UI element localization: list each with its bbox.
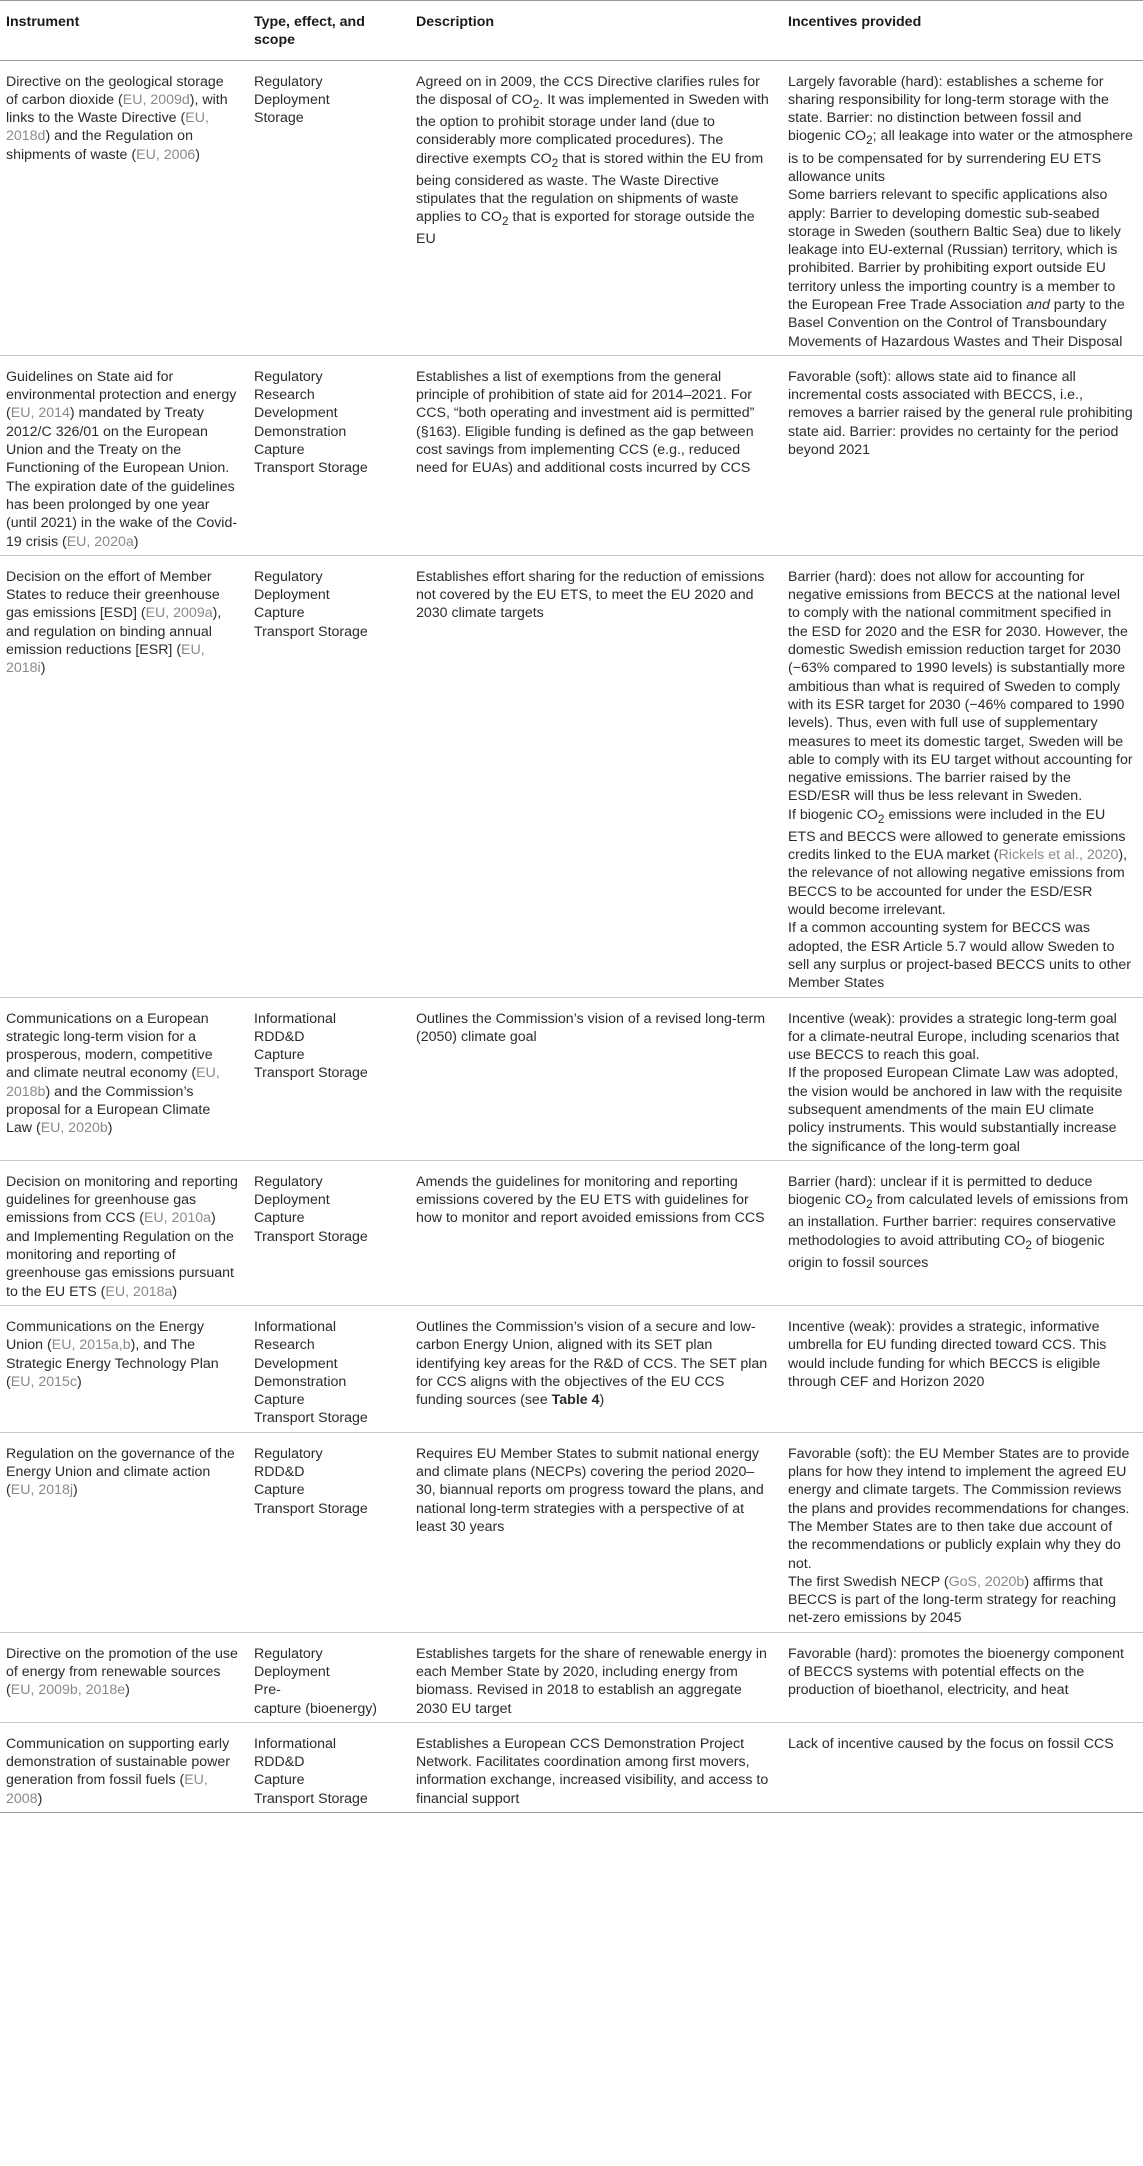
header-description: Description (410, 1, 782, 61)
scope-item: Deployment (254, 587, 330, 604)
text-run: ) (125, 1682, 130, 1699)
text-run: Establishes a European CCS Demonstration Project Network. Facilitates coordination among first movers, information exchange, increased visibility, and access to financial support (416, 1735, 769, 1807)
citation-link: EU, 2018i (6, 642, 205, 677)
scope-item: Transport Storage (254, 1065, 368, 1082)
scope-item: Capture (254, 605, 305, 622)
description-paragraph (416, 1735, 772, 1808)
incentives-paragraph (788, 1064, 1133, 1155)
citation-link: EU, 2006 (136, 146, 196, 163)
text-run: ), with links to the Waste Directive ( (6, 91, 228, 127)
description-paragraph (416, 1010, 772, 1047)
text-run: ), the relevance of not allowing negative emissions from BECCS to be accounted for under the ESD/ESR would become irrelevant. (788, 847, 1128, 919)
citation-link: EU, 2018d (6, 110, 209, 145)
instrument-cell (0, 555, 248, 997)
scope-item: RDD&D (254, 1028, 305, 1045)
citation-link: Rickels et al., 2020 (998, 847, 1119, 864)
subscript: 2 (551, 155, 559, 170)
text-run: ) (37, 1790, 43, 1807)
text-run: ) and the Commission’s proposal for a European Climate Law ( (6, 1083, 211, 1137)
text-run: ) (107, 1120, 113, 1137)
scope-cell (248, 997, 410, 1160)
incentives-paragraph (788, 806, 1133, 920)
scope-item: Transport Storage (254, 1500, 368, 1517)
text-run: Establishes effort sharing for the reduction of emissions not covered by the EU ETS, to meet the EU 2020 and 2030 climate targets (416, 568, 765, 622)
scope-item: Capture (254, 1482, 305, 1499)
table-row (0, 1632, 1143, 1722)
citation-link: EU, 2018j (10, 1482, 74, 1499)
incentives-cell (782, 60, 1143, 355)
text-run: Favorable (soft): the EU Member States are to provide plans for how they intend to implement the agreed EU energy and climate targets. The Commission reviews the plans and provides recommendations for changes. The Member States are to then take due account of the recommendations or publicly explain why they do not. (788, 1445, 1130, 1572)
text-run: Decision on the effort of Member States to reduce their greenhouse gas emissions [ESD] ( (6, 568, 220, 622)
text-run: Establishes a list of exemptions from the general principle of prohibition of state aid for 2014–2021. For CCS, “both operating and investment aid is permitted” (§163). Eligible funding is defined as the gap between cost savings from implementing CCS (e.g., reduced need for EUAs) and additional costs incurred by CCS (416, 368, 755, 477)
text-run: If the proposed European Climate Law was adopted, the vision would be anchored in law with the requisite subsequent amendments of the main EU climate policy instruments. This would substantially increase the significance of the long-term goal (788, 1065, 1123, 1155)
citation-link: EU, 2009d (122, 91, 190, 108)
text-run: ) (40, 660, 46, 677)
citation-link: GoS, 2020b (948, 1573, 1025, 1590)
description-paragraph (416, 568, 772, 623)
text-run: Directive on the geological storage of carbon dioxide ( (6, 73, 224, 108)
citation-link: EU, 2015c (10, 1373, 77, 1390)
incentives-paragraph (788, 1735, 1133, 1753)
subscript: 2 (1025, 1237, 1032, 1252)
description-cell (410, 1632, 782, 1722)
text-run: Favorable (hard): promotes the bioenergy component of BECCS systems with potential effects on the production of bioethanol, electricity, and heat (788, 1645, 1124, 1699)
text-run: Requires EU Member States to submit national energy and climate plans (NECPs) covering the period 2020–30, biannual reports om progress toward the plans, and national long-term strategies with a perspective of at least 30 years (416, 1445, 764, 1535)
incentives-paragraph (788, 1445, 1133, 1573)
instrument-cell (0, 1160, 248, 1305)
scope-item: Regulatory (254, 368, 323, 385)
header-instrument: Instrument (0, 1, 248, 61)
description-cell (410, 355, 782, 555)
text-run: Establishes targets for the share of renewable energy in each Member State by 2020, including energy from biomass. Revised in 2018 to establish an aggregate 2030 EU target (416, 1645, 767, 1717)
text-run: ), and regulation on binding annual emission reductions [ESR] ( (6, 605, 222, 659)
text-run: ) and the Regulation on shipments of waste ( (6, 128, 193, 163)
text-run: If biogenic CO (788, 806, 878, 823)
citation-link: EU, 2015a,b (51, 1337, 131, 1354)
text-run: of biogenic origin to fossil sources (788, 1232, 1105, 1271)
text-run: Guidelines on State aid for environmental protection and energy ( (6, 368, 237, 422)
incentives-cell (782, 1722, 1143, 1812)
text-run: Barrier (hard): does not allow for accounting for negative emissions from BECCS at the national level to comply with the national commitment specified in the ESD for 2020 and the ESR for 2030. However, the domestic Swedish emission reduction target for 2030 (−63% compared to 1990 levels) is substantially more ambitious than what is required of Sweden to comply with its ESR target for 2030 (−46% compared to 1990 levels). Thus, even with full use of supplementary measures to meet its domestic target, Sweden will be able to comply with its EU target without accounting for negative emissions. The barrier raised by the ESD/ESR will thus be less relevant in Sweden. (788, 568, 1133, 805)
scope-item: Deployment (254, 1192, 330, 1209)
scope-item: Deployment (254, 91, 330, 108)
instrument-cell (0, 60, 248, 355)
text-run: ; all leakage into water or the atmosphere is to be compensated for by surrendering EU ETS allowance units (788, 128, 1133, 185)
citation-link: EU, 2014 (10, 405, 70, 422)
text-run: ) (599, 1392, 605, 1409)
table-row (0, 997, 1143, 1160)
scope-item: capture (bioenergy) (254, 1700, 378, 1717)
table-header (0, 1, 1143, 61)
table-reference: Table 4 (551, 1392, 600, 1409)
instrument-cell (0, 1432, 248, 1632)
scope-item: RDD&D (254, 1464, 305, 1481)
incentives-paragraph (788, 1010, 1133, 1065)
text-run: Outlines the Commission’s vision of a revised long-term (2050) climate goal (416, 1010, 766, 1045)
incentives-paragraph (788, 568, 1133, 806)
scope-item: Informational (254, 1318, 337, 1335)
incentives-cell (782, 1632, 1143, 1722)
scope-item: Transport Storage (254, 1790, 368, 1807)
table-row (0, 1305, 1143, 1432)
scope-cell (248, 1160, 410, 1305)
text-run: ) (195, 146, 200, 163)
header-incentives: Incentives provided (782, 1, 1143, 61)
text-run: ) affirms that BECCS is part of the long-term strategy for reaching net-zero emissions by 2045 (788, 1573, 1117, 1627)
text-run: . It was implemented in Sweden with the option to prohibit storage under land (due to considerably more complicated procedures). The directive exempts CO (416, 91, 769, 167)
citation-link: EU, 2020a (66, 533, 134, 550)
incentives-paragraph (788, 368, 1133, 459)
text-run: party to the Basel Convention on the Control of Transboundary Movements of Hazardous Wastes and Their Disposal (788, 296, 1125, 350)
table-row (0, 555, 1143, 997)
incentives-cell (782, 997, 1143, 1160)
scope-item: Transport Storage (254, 460, 368, 477)
subscript: 2 (866, 133, 873, 148)
scope-cell (248, 1722, 410, 1812)
text-run: from calculated levels of emissions from an installation. Further barrier: requires conservative methodologies to avoid attributing CO (788, 1192, 1129, 1249)
scope-item: Regulatory (254, 1173, 323, 1190)
citation-link: EU, 2009a (145, 605, 213, 622)
text-run: ), and The Strategic Energy Technology Plan ( (6, 1337, 219, 1390)
text-run: The first Swedish NECP ( (788, 1573, 949, 1590)
incentives-cell (782, 555, 1143, 997)
text-run: Outlines the Commission’s vision of a secure and low-carbon Energy Union, aligned with its SET plan identifying key areas for the R&D of CCS. The SET plan for CCS aligns with the objectives of the EU CCS funding sources (see (416, 1318, 768, 1409)
scope-cell (248, 555, 410, 997)
description-cell (410, 555, 782, 997)
text-run: that is stored within the EU from being considered as waste. The Waste Directive stipulates that the regulation on shipments of waste applies to CO (416, 150, 764, 226)
text-run: Amends the guidelines for monitoring and reporting emissions covered by the EU ETS with guidelines for how to monitor and report avoided emissions from CCS (416, 1173, 765, 1227)
scope-item: Demonstration (254, 423, 347, 440)
scope-item: Research (254, 387, 315, 404)
incentives-paragraph (788, 919, 1133, 992)
text-run: Directive on the promotion of the use of energy from renewable sources ( (6, 1645, 238, 1699)
scope-item: Capture (254, 1210, 305, 1227)
scope-cell (248, 60, 410, 355)
text-run: emissions were included in the EU ETS and BECCS were allowed to generate emissions credits linked to the EUA market ( (788, 806, 1126, 864)
incentives-cell (782, 1160, 1143, 1305)
incentives-paragraph (788, 73, 1133, 187)
text-run: If a common accounting system for BECCS was adopted, the ESR Article 5.7 would allow Sweden to sell any surplus or project-based BECCS units to other Member States (788, 920, 1132, 992)
scope-item: RDD&D (254, 1754, 305, 1771)
incentives-cell (782, 355, 1143, 555)
text-run: ) (133, 533, 139, 550)
incentives-paragraph (788, 1173, 1133, 1272)
scope-item: Regulatory (254, 568, 323, 585)
citation-link: EU, 2018b (6, 1065, 220, 1100)
description-cell (410, 1722, 782, 1812)
description-cell (410, 1160, 782, 1305)
table-row (0, 355, 1143, 555)
instrument-cell (0, 1632, 248, 1722)
scope-item: Transport Storage (254, 1228, 368, 1245)
scope-item: Informational (254, 1010, 337, 1027)
table-row (0, 60, 1143, 355)
text-run: ) mandated by Treaty 2012/C 326/01 on the European Union and the Treaty on the Functioning of the European Union. (6, 405, 230, 477)
subscript: 2 (501, 214, 509, 229)
text-run: Barrier (hard): unclear if it is permitted to deduce biogenic CO (788, 1173, 1093, 1209)
text-run: ) (73, 1482, 78, 1499)
text-run: ) (76, 1373, 82, 1390)
text-run: Communication on supporting early demonstration of sustainable power generation from fossil fuels ( (6, 1735, 230, 1789)
incentives-paragraph (788, 186, 1133, 351)
scope-item: Capture (254, 442, 305, 459)
text-run: Some barriers relevant to specific applications also apply: Barrier to developing domestic sub-seabed storage in Sweden (southern Baltic Sea) due to likely leakage into EU-external (Russian) territory, which is prohibited. Barrier by prohibiting export outside EU territory unless the importing country is a member to the European Free Trade Association (788, 187, 1121, 313)
text-run: that is exported for storage outside the EU (416, 209, 755, 248)
scope-item: Regulatory (254, 1445, 323, 1462)
text-run: Regulation on the governance of the Energy Union and climate action ( (6, 1445, 235, 1499)
description-cell (410, 60, 782, 355)
instrument-cell (0, 1722, 248, 1812)
scope-item: Deployment (254, 1664, 330, 1680)
citation-link: EU, 2018a (105, 1283, 173, 1300)
incentives-cell (782, 1305, 1143, 1432)
scope-item: Capture (254, 1772, 305, 1789)
text-run: Decision on monitoring and reporting guidelines for greenhouse gas emissions from CCS ( (6, 1173, 238, 1227)
scope-item: Transport Storage (254, 1410, 368, 1427)
header-type-effect-scope: Type, effect, and scope (248, 1, 410, 61)
scope-item: Development (254, 1355, 338, 1372)
scope-cell (248, 1432, 410, 1632)
description-cell (410, 1305, 782, 1432)
text-run: Favorable (soft): allows state aid to finance all incremental costs associated with BECCS, i.e., removes a barrier raised by the general rule prohibiting state aid. Barrier: provides no certainty for the period beyond 2021 (788, 368, 1133, 459)
description-paragraph (416, 1318, 772, 1409)
scope-item: Capture (254, 1047, 305, 1064)
scope-item: Storage (254, 110, 304, 127)
text-run: The expiration date of the guidelines has been prolonged by one year (until 2021) in the wake of the Covid-19 crisis ( (6, 478, 238, 550)
scope-item: Transport Storage (254, 623, 368, 640)
table-row (0, 1722, 1143, 1812)
incentives-paragraph (788, 1573, 1133, 1628)
text-run: ) and Implementing Regulation on the monitoring and reporting of greenhouse gas emissions pursuant to the EU ETS ( (6, 1210, 234, 1300)
citation-link: EU, 2010a (143, 1210, 212, 1227)
citation-link: EU, 2020b (40, 1120, 108, 1137)
text-run: Communications on a European strategic long-term vision for a prosperous, modern, competitive and climate neutral economy ( (6, 1010, 213, 1082)
text-run: Largely favorable (hard): establishes a scheme for sharing responsibility for long-term storage with the state. Barrier: no distinction between fossil and biogenic CO (788, 73, 1109, 145)
subscript: 2 (866, 1197, 873, 1211)
text-run: Communications on the Energy Union ( (6, 1318, 204, 1354)
scope-cell (248, 355, 410, 555)
description-cell (410, 1432, 782, 1632)
description-paragraph (416, 73, 772, 249)
scope-item: Development (254, 405, 338, 422)
citation-link: EU, 2009b, 2018e (10, 1682, 126, 1699)
scope-cell (248, 1632, 410, 1722)
scope-cell (248, 1305, 410, 1432)
subscript: 2 (877, 811, 885, 826)
italic-text: and (1026, 296, 1050, 313)
scope-item: Capture (254, 1392, 305, 1409)
text-run: Lack of incentive caused by the focus on fossil CCS (788, 1735, 1114, 1752)
text-run: Incentive (weak): provides a strategic long-term goal for a climate-neutral Europe, including scenarios that use BECCS to reach this goal. (788, 1010, 1120, 1064)
scope-item: Informational (254, 1735, 337, 1752)
header-row (0, 1, 1143, 61)
incentives-paragraph (788, 1318, 1133, 1391)
text-run: Agreed on in 2009, the CCS Directive clarifies rules for the disposal of CO (416, 73, 760, 108)
scope-item: Research (254, 1337, 315, 1354)
description-paragraph (416, 1445, 772, 1536)
instrument-cell (0, 997, 248, 1160)
scope-item: Regulatory (254, 1645, 323, 1662)
description-paragraph (416, 1173, 772, 1228)
instrument-cell (0, 355, 248, 555)
table-row (0, 1160, 1143, 1305)
incentives-cell (782, 1432, 1143, 1632)
table-body (0, 60, 1143, 1812)
description-paragraph (416, 1645, 772, 1718)
subscript: 2 (532, 96, 540, 111)
instrument-cell (0, 1305, 248, 1432)
scope-item: Demonstration (254, 1373, 347, 1390)
incentives-paragraph (788, 1645, 1133, 1700)
description-cell (410, 997, 782, 1160)
scope-item: Pre- (254, 1682, 281, 1699)
table-row (0, 1432, 1143, 1632)
scope-item: Regulatory (254, 73, 323, 90)
text-run: ) (172, 1283, 178, 1300)
citation-link: EU, 2008 (6, 1772, 208, 1807)
description-paragraph (416, 368, 772, 478)
text-run: Incentive (weak): provides a strategic, informative umbrella for EU funding directed toward CCS. This would include funding for which BECCS is eligible through CEF and Horizon 2020 (788, 1318, 1107, 1390)
